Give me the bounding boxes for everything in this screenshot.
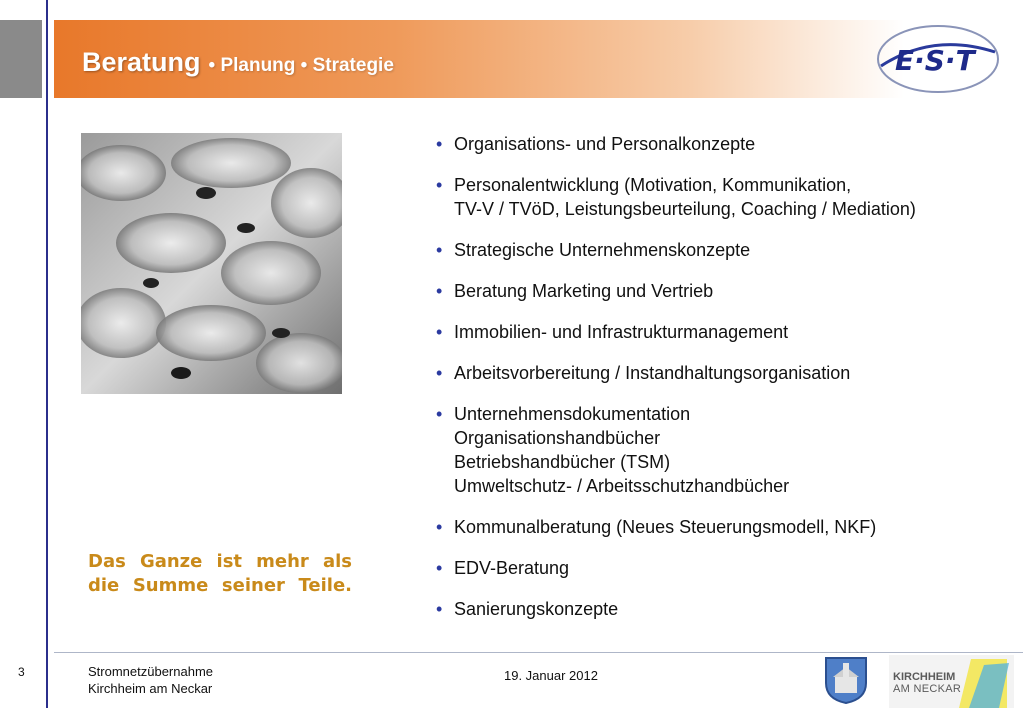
footer-line-1: Stromnetzübernahme	[88, 664, 214, 679]
bullet-text: Unternehmensdokumentation	[454, 404, 691, 424]
bullet-text: Immobilien- und Infrastrukturmanagement	[454, 322, 789, 342]
bullet-text: EDV-Beratung	[454, 558, 570, 578]
bullet-dot-icon: •	[436, 175, 443, 195]
bullet-item	[436, 320, 1011, 344]
bullet-item	[436, 515, 1011, 539]
bullet-item	[436, 402, 1011, 498]
bullet-dot-icon: •	[436, 404, 443, 424]
bullet-item	[436, 238, 1011, 262]
kirchheim-logo-line-2: AM NECKAR	[893, 683, 962, 695]
bullet-dot-icon: •	[436, 240, 443, 260]
bullet-item	[436, 597, 1011, 621]
town-crest-icon	[823, 655, 869, 705]
bullet-item	[436, 361, 1011, 385]
bullet-dot-icon: •	[436, 322, 443, 342]
bullet-text: TV-V / TVöD, Leistungsbeurteilung, Coaching / Mediation)	[454, 199, 916, 219]
bullet-dot-icon: •	[436, 517, 443, 537]
title-sub: • Planung • Strategie	[208, 55, 394, 76]
bullet-text: Arbeitsvorbereitung / Instandhaltungsorganisation	[454, 363, 851, 383]
bullet-item	[436, 132, 1011, 156]
bullet-dot-icon: •	[436, 363, 443, 383]
est-logo-text: E·S·T	[895, 44, 975, 77]
quote-text: Das Ganze ist mehr als die Summe seiner Teile.	[88, 551, 352, 596]
kirchheim-logo-text	[893, 671, 961, 695]
bullet-text: Kommunalberatung (Neues Steuerungsmodell, NKF)	[454, 517, 877, 537]
sand-dune-photo	[81, 133, 342, 394]
left-vertical-rule	[46, 0, 48, 708]
footer-date: 19. Januar 2012	[504, 668, 598, 683]
bullet-text: Beratung Marketing und Vertrieb	[454, 281, 714, 301]
bullet-text: Personalentwicklung (Motivation, Kommunikation,	[454, 175, 852, 195]
bullet-item	[436, 279, 1011, 303]
bullet-item	[436, 173, 1011, 221]
footer-line-2: Kirchheim am Neckar	[88, 681, 213, 696]
footer-rule	[54, 652, 1023, 653]
bullet-text: Strategische Unternehmenskonzepte	[454, 240, 751, 260]
bullet-list	[436, 132, 1011, 638]
bullet-dot-icon: •	[436, 134, 443, 154]
bullet-text: Betriebshandbücher (TSM)	[454, 452, 671, 472]
bullet-text: Organisations- und Personalkonzepte	[454, 134, 756, 154]
bullet-text: Umweltschutz- / Arbeitsschutzhandbücher	[454, 476, 790, 496]
page-number: 3	[18, 665, 25, 679]
bullet-dot-icon: •	[436, 281, 443, 301]
kirchheim-logo-line-1: KIRCHHEIM	[893, 671, 956, 683]
bullet-item	[436, 556, 1011, 580]
title-main: Beratung	[82, 47, 201, 77]
bullet-text: Sanierungskonzepte	[454, 599, 619, 619]
bullet-text: Organisationshandbücher	[454, 428, 661, 448]
footer-project	[88, 663, 213, 697]
est-logo	[873, 22, 1003, 97]
bullet-dot-icon: •	[436, 558, 443, 578]
bullet-dot-icon: •	[436, 599, 443, 619]
corner-gray-block	[0, 20, 42, 98]
slide-title	[82, 47, 394, 78]
